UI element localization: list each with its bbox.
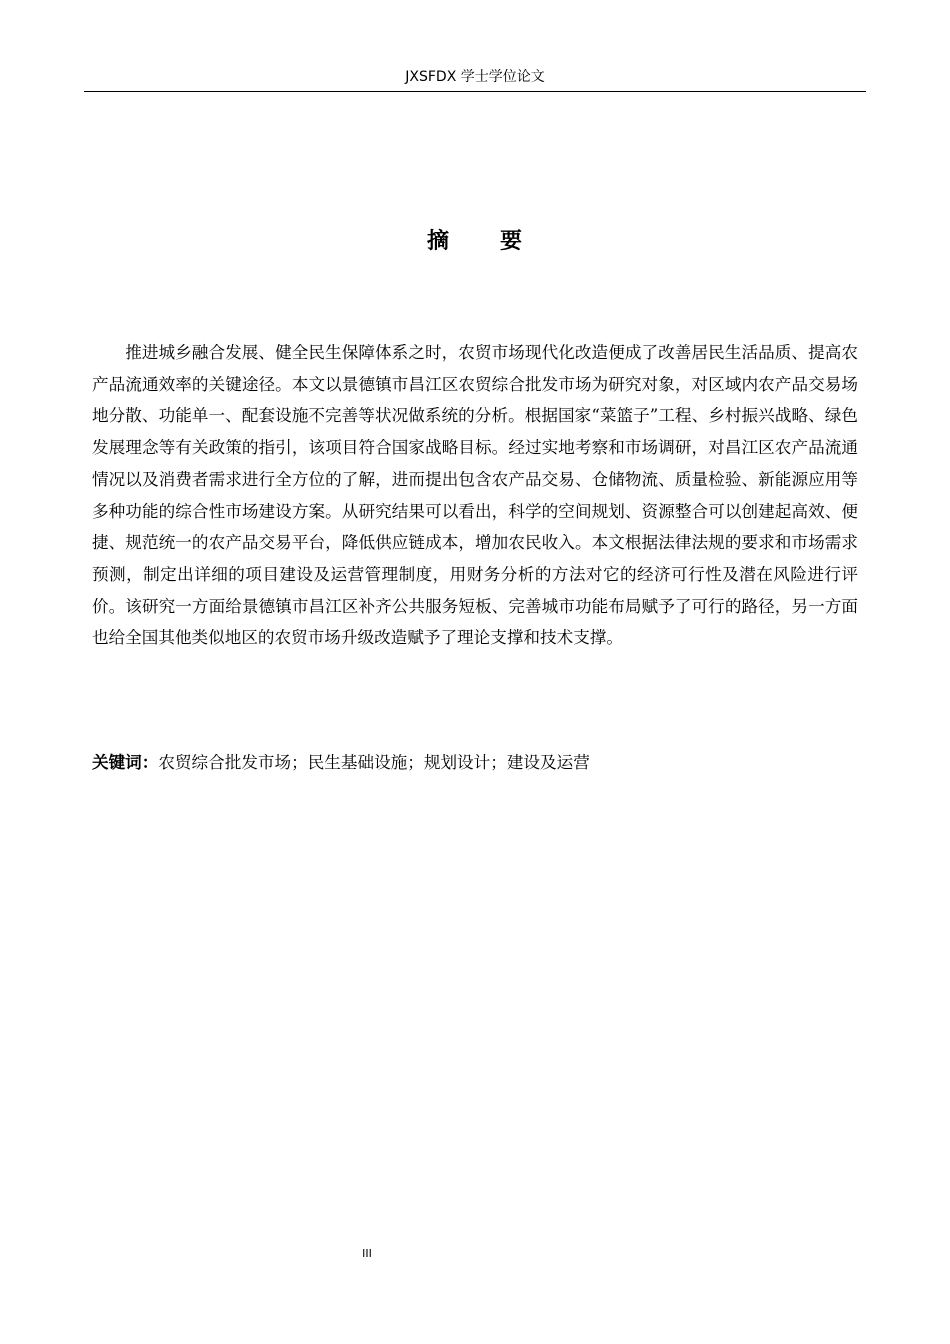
keywords-value: 农贸综合批发市场；民生基础设施；规划设计；建设及运营 xyxy=(158,753,590,772)
title-char-2: 要 xyxy=(500,229,524,254)
title-char-1: 摘 xyxy=(426,229,450,254)
keywords-label: 关键词： xyxy=(92,753,159,772)
keywords-line xyxy=(92,747,858,779)
page-number: III xyxy=(362,1247,372,1260)
header-text: JXSFDX 学士学位论文 xyxy=(405,69,545,85)
section-title xyxy=(0,224,950,260)
running-header xyxy=(84,66,866,92)
abstract-paragraph: 推进城乡融合发展、健全民生保障体系之时，农贸市场现代化改造便成了改善居民生活品质、提高农产品流通效率的关键途径。本文以景德镇市昌江区农贸综合批发市场为研究对象，对区域内农产品交易场地分散、功能单一、配套设施不完善等状况做系统的分析。根据国家“菜篮子”工程、乡村振兴战略、绿色发展理念等有关政策的指引，该项目符合国家战略目标。经过实地考察和市场调研，对昌江区农产品流通情况以及消费者需求进行全方位的了解，进而提出包含农产品交易、仓储物流、质量检验、新能源应用等多种功能的综合性市场建设方案。从研究结果可以看出，科学的空间规划、资源整合可以创建起高效、便捷、规范统一的农产品交易平台，降低供应链成本，增加农民收入。本文根据法律法规的要求和市场需求预测，制定出详细的项目建设及运营管理制度，用财务分析的方法对它的经济可行性及潜在风险进行评价。该研究一方面给景德镇市昌江区补齐公共服务短板、完善城市功能布局赋予了可行的路径，另一方面也给全国其他类似地区的农贸市场升级改造赋予了理论支撑和技术支撑。 xyxy=(92,343,858,648)
